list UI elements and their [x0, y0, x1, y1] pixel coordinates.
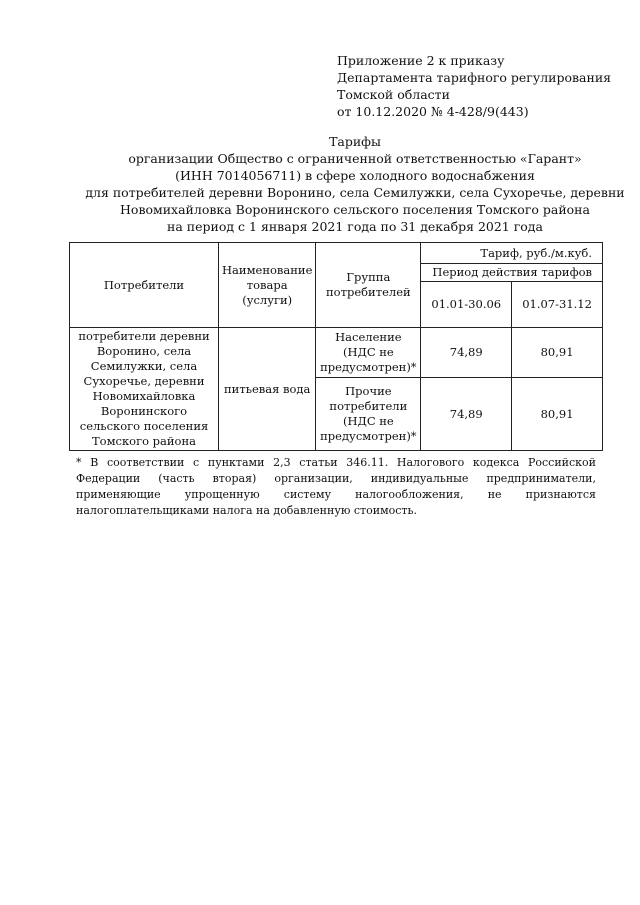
appendix-line: от 10.12.2020 № 4-428/9(443)	[337, 104, 529, 119]
header-period: Период действия тарифов	[421, 264, 603, 282]
title-line: для потребителей деревни Воронино, села Семилужки, села Сухоречье, деревни	[85, 185, 625, 200]
title-line: Новомихайловка Воронинского сельского поселения Томского района	[120, 202, 590, 217]
title-line: на период с 1 января 2021 года по 31 декабря 2021 года	[167, 219, 543, 234]
title-line: Тарифы	[329, 134, 381, 149]
appendix-line: Томской области	[337, 87, 450, 102]
appendix-line: Приложение 2 к приказу	[337, 53, 505, 68]
header-period-1: 01.01-30.06	[421, 282, 512, 328]
header-product: Наименование товара (услуги)	[219, 243, 316, 328]
appendix-line: Департамента тарифного регулирования	[337, 70, 612, 85]
table-row	[70, 328, 603, 378]
tariff-cell: 80,91	[512, 328, 603, 378]
tariff-cell: 74,89	[421, 328, 512, 378]
header-tariff: Тариф, руб./м.куб.	[421, 243, 603, 264]
product-cell: питьевая вода	[219, 328, 316, 451]
header-period-2: 01.07-31.12	[512, 282, 603, 328]
tariff-cell: 80,91	[512, 378, 603, 451]
footnote: * В соответствии с пунктами 2,3 статьи 346.11. Налогового кодекса Российской Федерации (часть вторая) организации, индивидуальные предприниматели, применяющие упрощенную систему налогообложения, не признаются налогоплательщиками налога на добавленную стоимость.	[76, 456, 596, 517]
table-header-row	[70, 243, 603, 264]
title-line: организации Общество с ограниченной ответственностью «Гарант»	[128, 151, 582, 166]
header-consumers: Потребители	[70, 243, 219, 328]
tariff-cell: 74,89	[421, 378, 512, 451]
header-group: Группа потребителей	[316, 243, 421, 328]
group-cell: Население (НДС не предусмотрен)*	[316, 328, 421, 378]
group-cell: Прочие потребители (НДС не предусмотрен)*	[316, 378, 421, 451]
tariff-table	[69, 242, 603, 451]
document-title	[60, 133, 640, 235]
consumers-cell: потребители деревни Воронино, села Семилужки, села Сухоречье, деревни Новомихайловка Воронинского сельского поселения Томского района	[70, 328, 219, 451]
appendix-block	[337, 52, 611, 120]
title-line: (ИНН 7014056711) в сфере холодного водоснабжения	[175, 168, 535, 183]
